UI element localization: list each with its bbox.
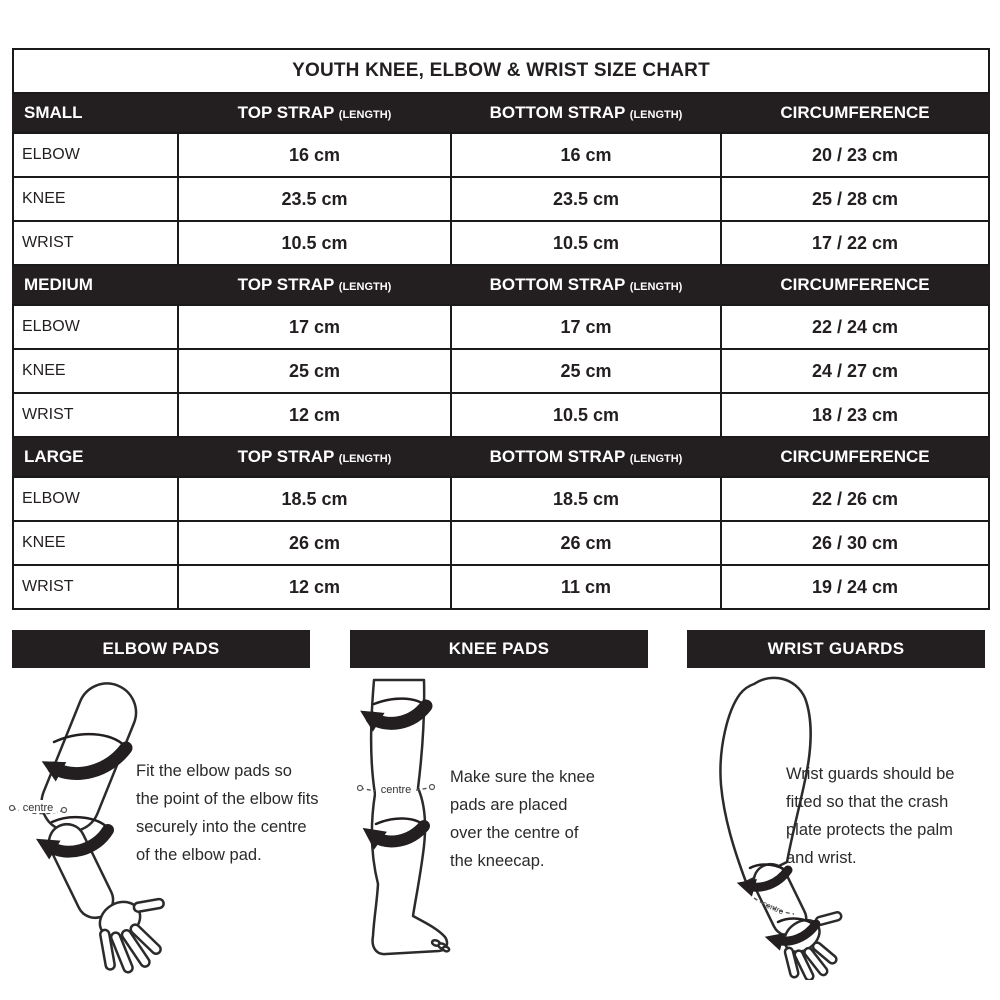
row-label: WRIST <box>13 221 178 265</box>
table-row <box>13 221 989 265</box>
centre-label: centre <box>22 802 54 814</box>
row-label: ELBOW <box>13 477 178 521</box>
elbow-pads-instructions: Fit the elbow pads so the point of the elbow fits securely into the centre of the elbow pad. <box>136 762 319 864</box>
section-header-large <box>13 437 989 477</box>
table-row <box>13 521 989 565</box>
row-label: KNEE <box>13 177 178 221</box>
row-label: KNEE <box>13 349 178 393</box>
row-label: KNEE <box>13 521 178 565</box>
table-title: YOUTH KNEE, ELBOW & WRIST SIZE CHART <box>13 49 989 93</box>
bottom-strap-value: 11 cm <box>451 565 721 609</box>
centre-label: centre <box>761 899 786 917</box>
table-row <box>13 305 989 349</box>
circumference-value: 20 / 23 cm <box>721 133 989 177</box>
col-header-bottom-strap: BOTTOM STRAP (LENGTH) <box>451 437 721 477</box>
bottom-strap-value: 18.5 cm <box>451 477 721 521</box>
table-row <box>13 349 989 393</box>
bottom-strap-value: 23.5 cm <box>451 177 721 221</box>
circumference-value: 25 / 28 cm <box>721 177 989 221</box>
table-row <box>13 177 989 221</box>
size-label: SMALL <box>13 93 178 133</box>
knee-pads-instructions: Make sure the knee pads are placed over the centre of the kneecap. <box>450 768 595 870</box>
knee-pads-header: KNEE PADS <box>350 630 648 668</box>
top-strap-value: 10.5 cm <box>178 221 451 265</box>
section-header-small <box>13 93 989 133</box>
bottom-strap-value: 10.5 cm <box>451 393 721 437</box>
bottom-strap-value: 10.5 cm <box>451 221 721 265</box>
row-label: ELBOW <box>13 133 178 177</box>
row-label: WRIST <box>13 393 178 437</box>
col-header-top-strap: TOP STRAP (LENGTH) <box>178 93 451 133</box>
circumference-value: 24 / 27 cm <box>721 349 989 393</box>
knee-leg-illustration <box>344 666 459 971</box>
top-strap-value: 12 cm <box>178 565 451 609</box>
centre-label: centre <box>380 784 412 796</box>
bottom-strap-value: 26 cm <box>451 521 721 565</box>
top-strap-value: 26 cm <box>178 521 451 565</box>
col-header-circumference: CIRCUMFERENCE <box>721 93 989 133</box>
top-strap-value: 17 cm <box>178 305 451 349</box>
section-header-medium <box>13 265 989 305</box>
table-row <box>13 393 989 437</box>
size-label: LARGE <box>13 437 178 477</box>
circumference-value: 26 / 30 cm <box>721 521 989 565</box>
bottom-strap-value: 25 cm <box>451 349 721 393</box>
col-header-circumference: CIRCUMFERENCE <box>721 265 989 305</box>
col-header-top-strap: TOP STRAP (LENGTH) <box>178 265 451 305</box>
circumference-value: 17 / 22 cm <box>721 221 989 265</box>
circumference-value: 22 / 26 cm <box>721 477 989 521</box>
col-header-circumference: CIRCUMFERENCE <box>721 437 989 477</box>
top-strap-value: 12 cm <box>178 393 451 437</box>
table-row <box>13 133 989 177</box>
elbow-pads-header: ELBOW PADS <box>12 630 310 668</box>
col-header-bottom-strap: BOTTOM STRAP (LENGTH) <box>451 265 721 305</box>
top-strap-value: 16 cm <box>178 133 451 177</box>
row-label: WRIST <box>13 565 178 609</box>
table-row <box>13 565 989 609</box>
top-strap-value: 25 cm <box>178 349 451 393</box>
bottom-strap-value: 16 cm <box>451 133 721 177</box>
size-chart-table <box>12 48 990 610</box>
row-label: ELBOW <box>13 305 178 349</box>
wrist-guards-header: WRIST GUARDS <box>687 630 985 668</box>
circumference-value: 18 / 23 cm <box>721 393 989 437</box>
top-strap-value: 18.5 cm <box>178 477 451 521</box>
col-header-bottom-strap: BOTTOM STRAP (LENGTH) <box>451 93 721 133</box>
top-strap-value: 23.5 cm <box>178 177 451 221</box>
wrist-guards-instructions: Wrist guards should be fitted so that the crash plate protects the palm and wrist. <box>786 765 955 867</box>
bottom-strap-value: 17 cm <box>451 305 721 349</box>
circumference-value: 22 / 24 cm <box>721 305 989 349</box>
circumference-value: 19 / 24 cm <box>721 565 989 609</box>
col-header-top-strap: TOP STRAP (LENGTH) <box>178 437 451 477</box>
table-row <box>13 477 989 521</box>
size-label: MEDIUM <box>13 265 178 305</box>
